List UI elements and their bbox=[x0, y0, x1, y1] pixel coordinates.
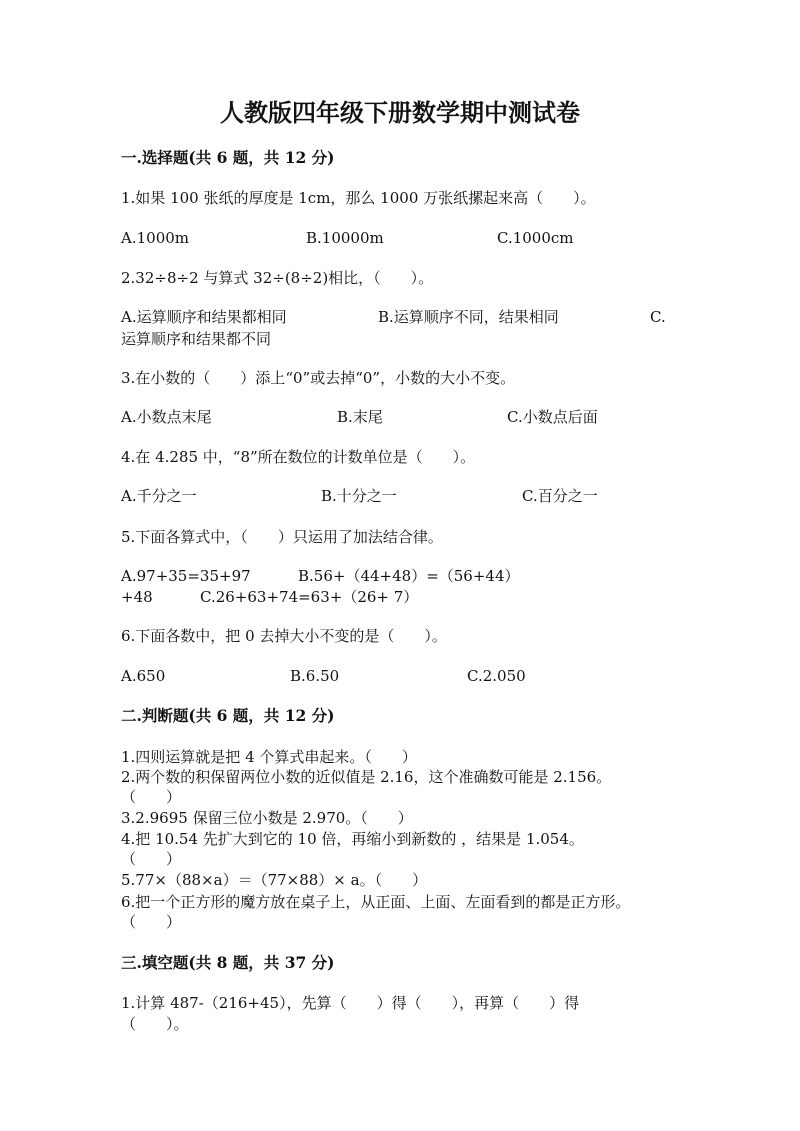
option-a: A.650 bbox=[121, 667, 166, 685]
option-c: C.2.050 bbox=[467, 667, 526, 685]
section-heading-true-false: 二.判断题(共 6 题，共 12 分) bbox=[121, 706, 335, 725]
question-stem: 3.在小数的（ ）添上“0”或去掉“0”，小数的大小不变。 bbox=[121, 369, 516, 387]
option-b: B.6.50 bbox=[290, 667, 340, 685]
judgment-item: 5.77×（88×a）＝（77×88）× a。（ ） bbox=[121, 871, 428, 889]
option-c: C.1000cm bbox=[497, 229, 574, 247]
answer-blank: （ ） bbox=[121, 850, 182, 868]
option-b: B.末尾 bbox=[337, 408, 383, 426]
option-b: B.运算顺序不同，结果相同 bbox=[378, 308, 559, 326]
answer-blank: （ ）。 bbox=[121, 1015, 189, 1033]
judgment-item: 1.四则运算就是把 4 个算式串起来。（ ） bbox=[121, 748, 417, 766]
option-c: C.26+63+74=63+（26+ 7） bbox=[200, 588, 419, 606]
option-c: C.百分之一 bbox=[522, 487, 598, 505]
question-stem: 2.32÷8÷2 与算式 32÷(8÷2)相比，（ ）。 bbox=[121, 269, 434, 287]
option-b: B.10000m bbox=[306, 229, 384, 247]
option-c: 运算顺序和结果都不同 bbox=[121, 330, 272, 348]
option-c: C.小数点后面 bbox=[507, 408, 598, 426]
question-stem: 5.下面各算式中，（ ）只运用了加法结合律。 bbox=[121, 528, 443, 546]
section-heading-fill-blank: 三.填空题(共 8 题，共 37 分) bbox=[121, 953, 335, 972]
judgment-item: 2.两个数的积保留两位小数的近似值是 2.16，这个准确数可能是 2.156。 bbox=[121, 768, 612, 786]
question-stem: 4.在 4.285 中，“8”所在数位的计数单位是（ ）。 bbox=[121, 448, 476, 466]
judgment-item: 4.把 10.54 先扩大到它的 10 倍，再缩小到新数的 ，结果是 1.054。 bbox=[121, 830, 584, 848]
question-stem: 6.下面各数中，把 0 去掉大小不变的是（ ）。 bbox=[121, 627, 447, 645]
option-a: A.千分之一 bbox=[121, 487, 197, 505]
answer-blank: （ ） bbox=[121, 913, 182, 931]
option-a: A.97+35=35+97 bbox=[121, 567, 251, 585]
option-c-label: C. bbox=[650, 308, 666, 326]
question-stem: 1.计算 487-（216+45），先算（ ）得（ ），再算（ ）得 bbox=[121, 994, 580, 1012]
option-a: A.运算顺序和结果都相同 bbox=[121, 308, 287, 326]
section-heading-choice: 一.选择题(共 6 题，共 12 分) bbox=[121, 148, 335, 167]
option-a: A.1000m bbox=[121, 229, 189, 247]
question-stem: 1.如果 100 张纸的厚度是 1cm，那么 1000 万张纸摞起来高（ ）。 bbox=[121, 189, 596, 207]
judgment-item: 3.2.9695 保留三位小数是 2.970。（ ） bbox=[121, 809, 413, 827]
option-b: B.56+（44+48）=（56+44） bbox=[298, 567, 520, 585]
page-title: 人教版四年级下册数学期中测试卷 bbox=[220, 98, 580, 127]
answer-blank: （ ） bbox=[121, 788, 182, 806]
option-a: A.小数点末尾 bbox=[121, 408, 212, 426]
option-b-continued: +48 bbox=[121, 588, 153, 606]
judgment-item: 6.把一个正方形的魔方放在桌子上，从正面、上面、左面看到的都是正方形。 bbox=[121, 893, 631, 911]
option-b: B.十分之一 bbox=[321, 487, 397, 505]
